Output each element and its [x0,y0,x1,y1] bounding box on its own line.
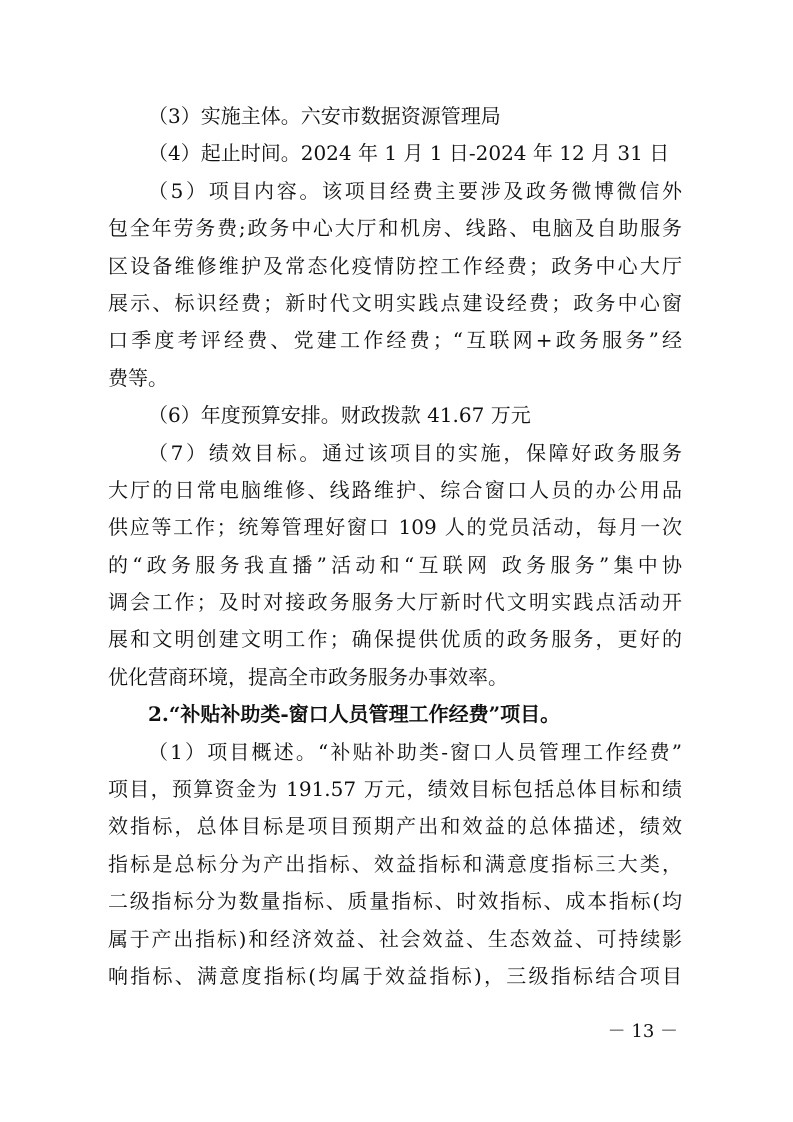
paragraph-line: （3）实施主体。六安市数据资源管理局 [148,104,501,128]
paragraph-line: 优化营商环境，提高全市政务服务办事效率。 [108,664,508,689]
section-heading: 2.“补贴补助类-窗口人员管理工作经费”项目。 [148,702,561,727]
paragraph-line: 调会工作；及时对接政务服务大厅新时代文明实践点活动开 [108,590,682,615]
paragraph-line: 二级指标分为数量指标、质量指标、时效指标、成本指标(均 [108,889,682,914]
paragraph-line: 区设备维修维护及常态化疫情防控工作经费；政务中心大厅 [108,253,682,278]
paragraph-line: （1）项目概述。“补贴补助类-窗口人员管理工作经费” [148,739,682,764]
paragraph-line: 效指标，总体目标是项目预期产出和效益的总体描述，绩效 [108,814,682,839]
document-body [108,98,682,995]
page-number: － 13 － [607,1021,678,1042]
paragraph-line: 响指标、满意度指标(均属于效益指标)，三级指标结合项目 [108,963,682,988]
paragraph-line: 展示、标识经费；新时代文明实践点建设经费；政务中心窗 [108,290,682,315]
paragraph-line: （5）项目内容。该项目经费主要涉及政务微博微信外 [148,178,682,203]
paragraph-line: 的“政务服务我直播”活动和“互联网 政务服务”集中协 [108,552,682,577]
paragraph-line: 项目，预算资金为 191.57 万元，绩效目标包括总体目标和绩 [108,777,682,802]
paragraph-line: （7）绩效目标。通过该项目的实施，保障好政务服务 [148,440,682,465]
paragraph-line: 包全年劳务费;政务中心大厅和机房、线路、电脑及自助服务 [108,216,682,241]
paragraph-line: 供应等工作；统筹管理好窗口 109 人的党员活动，每月一次 [108,515,682,540]
paragraph-line: 属于产出指标)和经济效益、社会效益、生态效益、可持续影 [108,926,682,951]
paragraph-line: 展和文明创建文明工作；确保提供优质的政务服务，更好的 [108,627,682,652]
paragraph-line: 指标是总标分为产出指标、效益指标和满意度指标三大类， [108,851,682,876]
paragraph-line: （6）年度预算安排。财政拨款 41.67 万元 [148,403,531,428]
paragraph-line: 费等。 [108,365,168,390]
paragraph-line: 口季度考评经费、党建工作经费；“互联网+政务服务”经 [108,328,682,353]
paragraph-line: 大厅的日常电脑维修、线路维护、综合窗口人员的办公用品 [108,477,682,502]
paragraph-line: （4）起止时间。2024 年 1 月 1 日-2024 年 12 月 31 日 [148,141,670,166]
